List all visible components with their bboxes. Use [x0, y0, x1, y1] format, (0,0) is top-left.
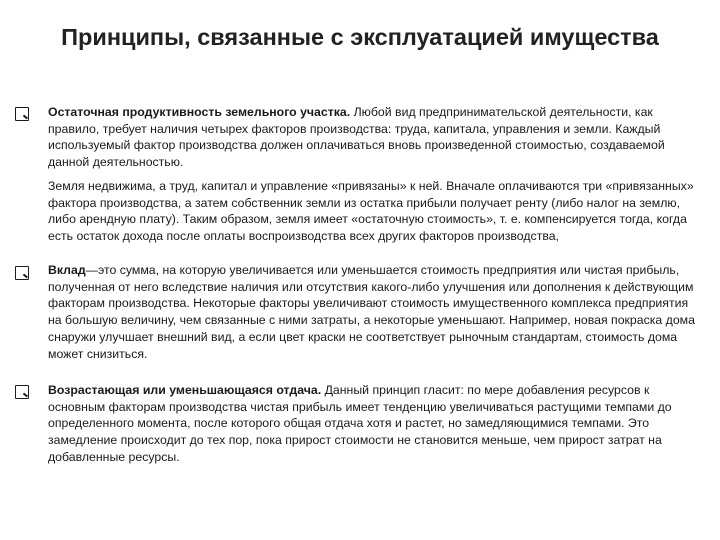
- bullet-lead: Остаточная продуктивность земельного участка.: [48, 105, 351, 119]
- bullet-lead: Вклад: [48, 263, 86, 277]
- bullet-paragraph: [48, 262, 696, 362]
- bullet-continuation-paragraph: [48, 178, 696, 245]
- checkbox-bullet-icon: [15, 107, 29, 121]
- bullet-lead: Возрастающая или уменьшающаяся отдача.: [48, 383, 322, 397]
- slide-title: Принципы, связанные с эксплуатацией имущества: [61, 24, 659, 50]
- bullet-text: Любой вид предпринимательской деятельности, как правило, требует наличия четырех факторов производства: труда, капитала, управления и земли. Каждый используемый фактор производства должен оплачиваться вновь произведенной стоимостью, создаваемой данной деятельностью.: [48, 105, 665, 170]
- bullet-paragraph: [48, 382, 696, 466]
- bullet-continuation-text: Земля недвижима, а труд, капитал и управление «привязаны» к ней. Вначале оплачиваются три «привязанных» фактора производства, а затем собственник земли из остатка прибыли получает ренту (либо налог на землю, либо арендную плату). Таким образом, земля имеет «остаточную стоимость», т. е. компенсируется тогда, когда есть остаток дохода после оплаты воспроизводства всех других факторов производства,: [48, 179, 694, 244]
- bullet-text: Данный принцип гласит: по мере добавления ресурсов к основным факторам производства чистая прибыль имеет тенденцию увеличиваться растущими темпами до определенного момента, после которого общая отдача хотя и растет, но замедляющимися темпами. Это замедление происходит до тех пор, пока прирост стоимости не становится меньше, чем прирост затрат на добавленные ресурсы.: [48, 383, 672, 464]
- bullet-text: —это сумма, на которую увеличивается или уменьшается стоимость предприятия или чистая прибыль, полученная от него вследствие наличия или отсутствия какого-либо улучшения или дополнения к действующим факторам производства. Некоторые факторы увеличивают стоимость имущественного комплекса предприятия на большую величину, чем связанные с ними затраты, а некоторые уменьшают. Например, новая покраска дома снаружи улучшает внешний вид, а если цвет краски не соответствует рыночным стандартам, стоимость дома может снизиться.: [48, 263, 695, 361]
- bullet-paragraph: [48, 104, 696, 171]
- checkbox-bullet-icon: [15, 385, 29, 399]
- checkbox-bullet-icon: [15, 266, 29, 280]
